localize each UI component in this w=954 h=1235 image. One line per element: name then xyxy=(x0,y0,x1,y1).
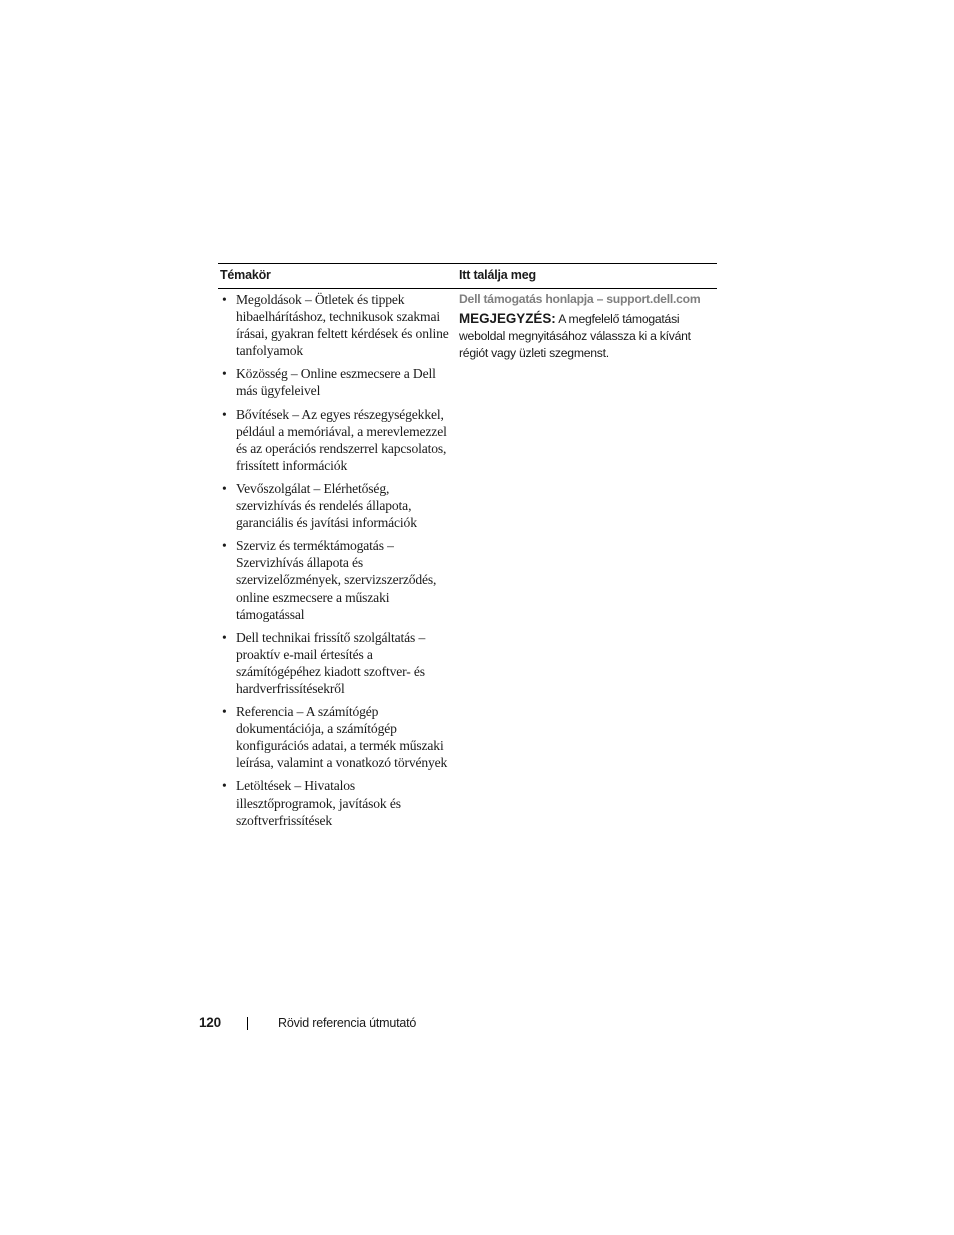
bullet-icon: • xyxy=(222,538,227,554)
header-where: Itt találja meg xyxy=(459,268,536,282)
topics-list xyxy=(218,291,450,829)
topic-text: Közösség – Online eszmecsere a Dell más ügyfeleivel xyxy=(236,366,436,399)
table-header xyxy=(218,263,717,289)
topic-text: Vevőszolgálat – Elérhetőség, szervizhívás és rendelés állapota, garanciális és javítási információk xyxy=(236,480,417,531)
list-item xyxy=(218,480,450,531)
topic-text: Referencia – A számítógép dokumentációja, a számítógép konfigurációs adatai, a termék műszaki leírása, valamint a vonatkozó törvények xyxy=(236,704,448,771)
topic-text: Letöltések – Hivatalos illesztőprogramok, javítások és szoftverfrissítések xyxy=(236,778,401,828)
info-table xyxy=(218,263,717,828)
footer-separator xyxy=(247,1017,248,1030)
note-label: MEGJEGYZÉS: xyxy=(459,311,556,326)
list-item xyxy=(218,365,450,399)
list-item xyxy=(218,629,450,697)
support-site-title: Dell támogatás honlapja – support.dell.com xyxy=(459,292,701,306)
where-column xyxy=(459,291,717,362)
topic-text: Megoldások – Ötletek és tippek hibaelhárításhoz, technikusok szakmai írásai, gyakran feltett kérdések és online tanfolyamok xyxy=(236,292,449,359)
list-item xyxy=(218,406,450,474)
note-text: A megfelelő támogatási weboldal megnyitásához válassza ki a kívánt régiót vagy üzleti szegmenst. xyxy=(459,312,691,360)
topic-text: Bővítések – Az egyes részegységekkel, például a memóriával, a merevlemezzel és az operációs rendszerrel kapcsolatos, frissített információk xyxy=(236,406,447,473)
header-topic: Témakör xyxy=(220,268,271,282)
bullet-icon: • xyxy=(222,292,227,307)
topic-text: Szerviz és terméktámogatás – Szervizhívás állapota és szervizelőzmények, szervizszerződés, online eszmecsere a műszaki támogatással xyxy=(236,538,437,622)
footer-title: Rövid referencia útmutató xyxy=(278,1016,417,1030)
bullet-icon: • xyxy=(222,778,227,794)
page-number: 120 xyxy=(199,1015,221,1030)
note xyxy=(459,310,717,362)
bullet-icon: • xyxy=(222,480,227,496)
list-item xyxy=(218,777,450,828)
bullet-icon: • xyxy=(222,704,227,720)
topics-column xyxy=(218,291,450,835)
list-item xyxy=(218,537,450,622)
bullet-icon: • xyxy=(222,629,227,645)
bullet-icon: • xyxy=(222,406,227,422)
bullet-icon: • xyxy=(222,366,227,382)
list-item xyxy=(218,291,450,359)
list-item xyxy=(218,703,450,771)
topic-text: Dell technikai frissítő szolgáltatás – proaktív e-mail értesítés a számítógépéhez kiadott szoftver- és hardverfrissítésekről xyxy=(236,629,426,696)
